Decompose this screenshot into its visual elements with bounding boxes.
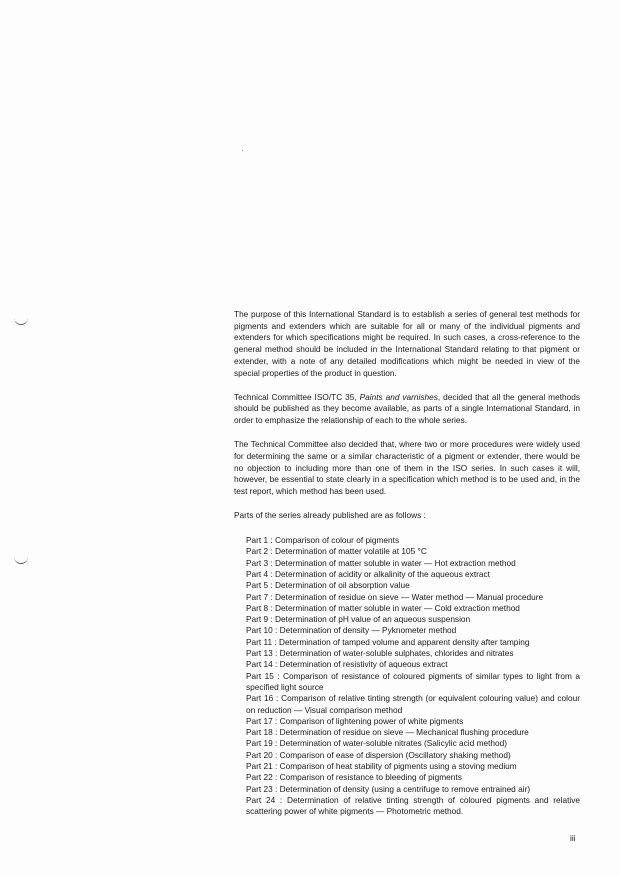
part-item: Part 17 : Comparison of lightening power of white pigments xyxy=(246,715,464,726)
part-item: Part 7 : Determination of residue on sieve — Water method — Manual procedure xyxy=(246,591,544,602)
part-item: Part 2 : Determination of matter volatile at 105 °C xyxy=(246,546,427,557)
procedures-paragraph: The Technical Committee also decided that, where two or more procedures were widely used for determining the same or a similar characteristic of a pigment or extender, there would be no objection to including more than one of them in the ISO series. In such cases it will, however, be essential to state clearly in a specification which method is to be used and, in the test report, which method has been used. xyxy=(234,439,580,497)
purpose-paragraph: The purpose of this International Standard is to establish a series of general test methods for pigments and extenders which are suitable for all or many of the individual pigments and extenders for which specifications might be required. In such cases, a cross-reference to the general method should be included in the International Standard relating to that pigment or extender, with a note of any detailed modifications which might be needed in view of the special properties of the product in question. xyxy=(234,309,580,378)
part-item: Part 19 : Determination of water-soluble nitrates (Salicylic acid method) xyxy=(246,738,508,749)
committee-title-italic: Paints and varnishes xyxy=(359,391,438,402)
part-item: Part 4 : Determination of acidity or alkalinity of the aqueous extract xyxy=(246,568,490,579)
part-item: Part 18 : Determination of residue on sieve — Mechanical flushing procedure xyxy=(246,727,529,738)
committee-text-start: Technical Committee ISO/TC 35, xyxy=(234,391,360,402)
committee-paragraph xyxy=(234,392,580,427)
page-number: iii xyxy=(570,833,576,843)
part-item: Part 1 : Comparison of colour of pigments xyxy=(246,535,400,546)
part-item: Part 8 : Determination of matter soluble in water — Cold extraction method xyxy=(246,602,520,613)
foreword-text xyxy=(234,309,580,817)
parts-heading: Parts of the series already published are as follows : xyxy=(234,510,426,521)
part-item: Part 16 : Comparison of relative tinting strength (or equivalent colouring value) and colour on reduction — Visual comparison method xyxy=(246,693,580,715)
part-item: Part 21 : Comparison of heat stability of pigments using a stoving medium xyxy=(246,760,517,771)
part-item: Part 14 : Determination of resistivity of aqueous extract xyxy=(246,659,448,670)
part-item: Part 9 : Determination of pH value of an aqueous suspension xyxy=(246,614,471,625)
binding-mark-bottom xyxy=(14,557,28,564)
part-item: Part 3 : Determination of matter soluble in water — Hot extraction method xyxy=(246,557,516,568)
part-item: Part 20 : Comparison of ease of dispersion (Oscillatory shaking method) xyxy=(246,749,511,760)
part-item: Part 5 : Determination of oil absorption value xyxy=(246,580,410,591)
part-item: Part 22 : Comparison of resistance to bleeding of pigments xyxy=(246,772,462,783)
part-item: Part 24 : Determination of relative tinting strength of coloured pigments and relative scattering power of white pigments — Photometric method. xyxy=(246,794,580,817)
parts-list xyxy=(246,535,580,817)
part-item: Part 10 : Determination of density — Pyknometer method xyxy=(246,625,457,636)
part-item: Part 23 : Determination of density (using a centrifuge to remove entrained air) xyxy=(246,783,531,794)
part-item: Part 11 : Determination of tamped volume and apparent density after tamping xyxy=(246,636,530,647)
scan-speck xyxy=(242,150,243,151)
part-item: Part 15 : Comparison of resistance of coloured pigments of similar types to light from a specified light source xyxy=(246,670,580,692)
committee-text-end: , decided that all the general methods should be published as they become available, as parts of a single International Standard, in order to emphasize the relationship of each to the whole series. xyxy=(234,391,580,426)
binding-mark-top xyxy=(14,318,28,325)
part-item: Part 13 : Determination of water-soluble sulphates, chlorides and nitrates xyxy=(246,648,514,659)
